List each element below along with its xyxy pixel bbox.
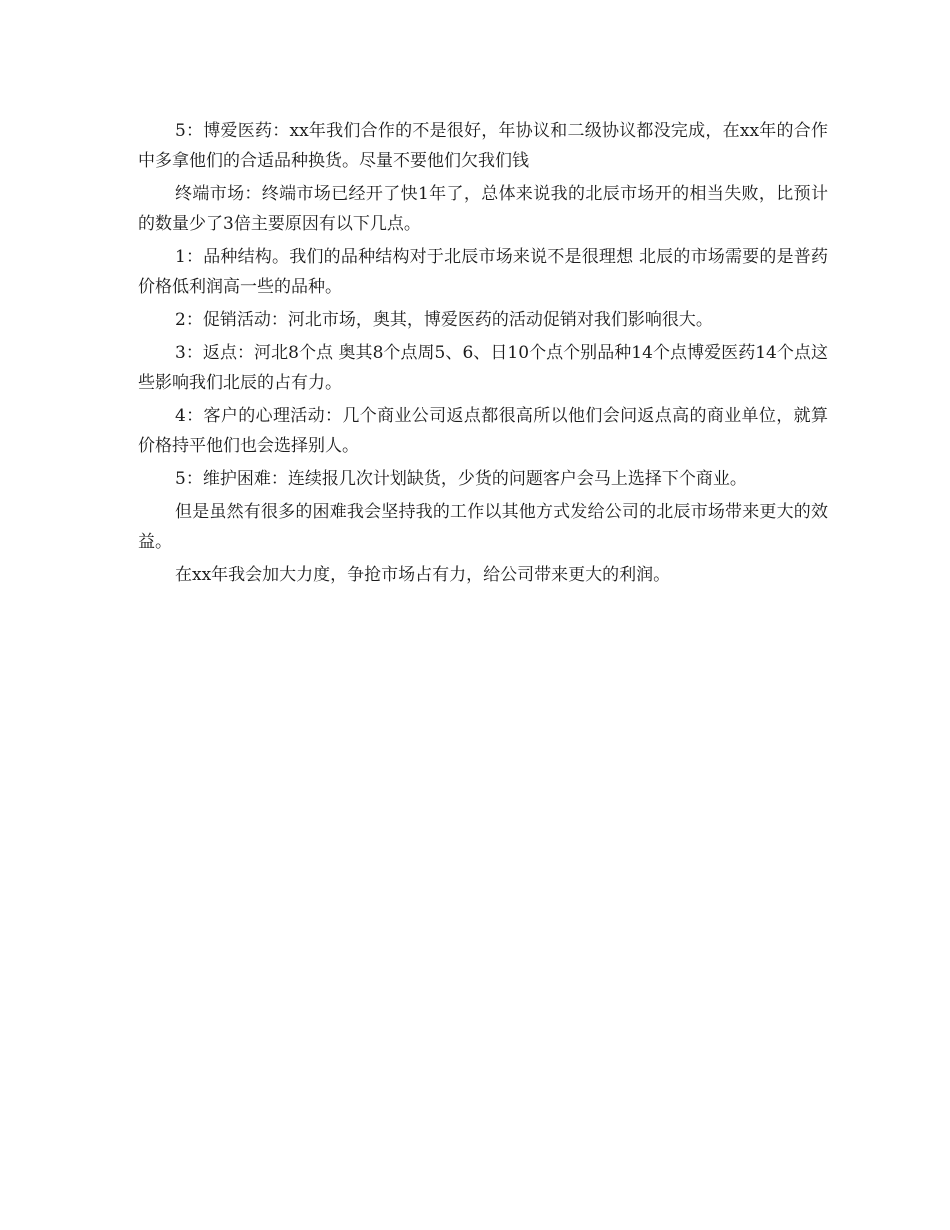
paragraph-terminal-market: 终端市场：终端市场已经开了快1年了，总体来说我的北辰市场开的相当失败，比预计的数量少了3倍主要原因有以下几点。 <box>138 184 828 234</box>
paragraph-product-structure: 1：品种结构。我们的品种结构对于北辰市场来说不是很理想 北辰的市场需要的是普药价格低利润高一些的品种。 <box>138 247 828 297</box>
paragraph-customer-psychology: 4：客户的心理活动：几个商业公司返点都很高所以他们会问返点高的商业单位，就算价格持平他们也会选择别人。 <box>138 406 828 456</box>
paragraph-boai-medicine: 5：博爱医药：xx年我们合作的不是很好，年协议和二级协议都没完成，在xx年的合作中多拿他们的合适品种换货。尽量不要他们欠我们钱 <box>138 121 828 171</box>
paragraph-maintenance: 5：维护困难：连续报几次计划缺货，少货的问题客户会马上选择下个商业。 <box>175 469 747 489</box>
paragraph-commitment: 但是虽然有很多的困难我会坚持我的工作以其他方式发给公司的北辰市场带来更大的效益。 <box>138 502 828 552</box>
document-body <box>138 116 828 593</box>
paragraph-rebate: 3：返点：河北8个点 奥其8个点周5、6、日10个点个别品种14个点博爱医药14个点这些影响我们北辰的占有力。 <box>138 343 828 393</box>
paragraph-promotion: 2：促销活动：河北市场，奥其，博爱医药的活动促销对我们影响很大。 <box>175 310 713 330</box>
paragraph-next-year: 在xx年我会加大力度，争抢市场占有力，给公司带来更大的利润。 <box>175 565 671 585</box>
